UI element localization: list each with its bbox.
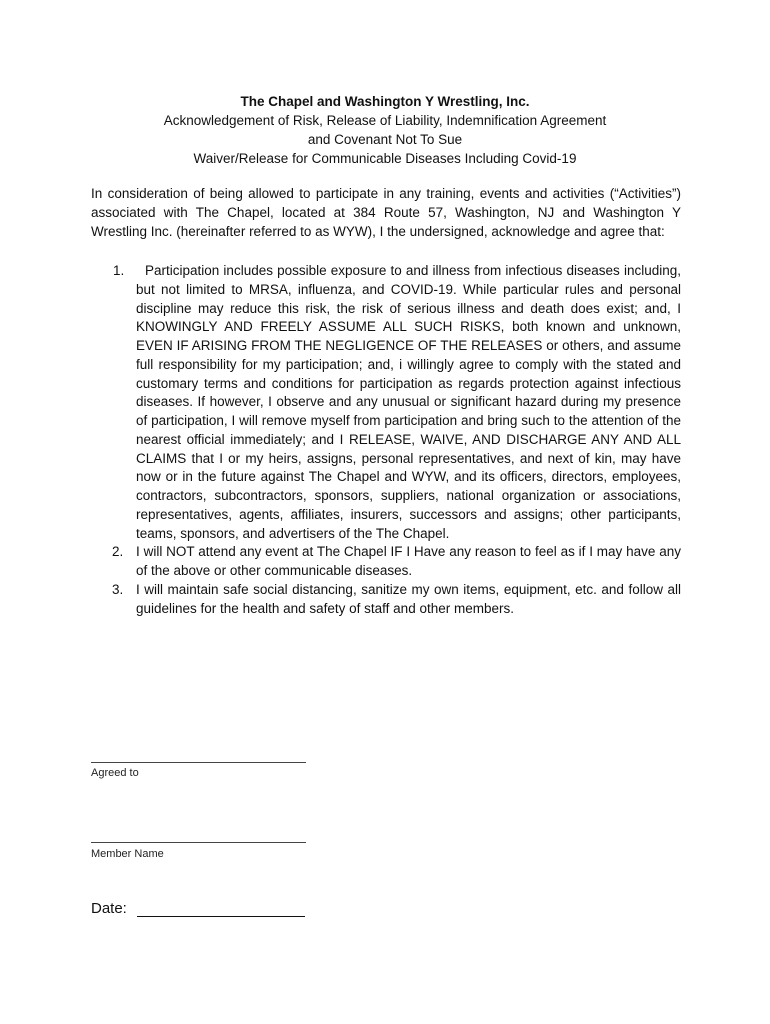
term-item [91, 543, 681, 581]
subtitle-line-1: Acknowledgement of Risk, Release of Liability, Indemnification Agreement [163, 113, 607, 128]
date-field-line[interactable] [137, 900, 305, 917]
term-text: Participation includes possible exposure to and illness from infectious diseases including, but not limited to MRSA, influenza, and COVID-19. While particular rules and personal discipline may reduce this risk, the risk of serious illness and death does exist; and, I KNOWINGLY AND FREELY ASSUME ALL SUCH RISKS, both known and unknown, EVEN IF ARISING FROM THE NEGLIGENCE OF THE RELEASES or others, and assume full responsibility for my participation; and, i willingly agree to comply with the stated and customary terms and conditions for participation as regards protection against infectious diseases. If however, I observe and any unusual or significant hazard during my presence of participation, I will remove myself from participation and bring such to the attention of the nearest official immediately; and I RELEASE, WAIVE, AND DISCHARGE ANY AND ALL CLAIMS that I or my heirs, assigns, personal representatives, and next of kin, may have now or in the future against The Chapel and WYW, and its officers, directors, employees, contractors, subcontractors, sponsors, suppliers, national organization or associations, representatives, agents, affiliates, insurers, successors and assigns; other participants, teams, sponsors, and advertisers of the The Chapel. [136, 263, 681, 541]
agreed-signature-line[interactable] [91, 762, 306, 763]
subtitle-line-3: Waiver/Release for Communicable Diseases Including Covid-19 [193, 151, 577, 166]
date-label: Date: [91, 900, 127, 917]
document-title: The Chapel and Washington Y Wrestling, Inc. [240, 94, 530, 109]
term-number: 1. [113, 263, 125, 278]
intro-paragraph: In consideration of being allowed to participate in any training, events and activities (“Activities”) associated with The Chapel, located at 384 Route 57, Washington, NJ and Washington Y Wrestling Inc. (hereinafter referred to as WYW), I the undersigned, acknowledge and agree that: [91, 186, 681, 239]
term-item [91, 262, 681, 543]
term-text: I will maintain safe social distancing, sanitize my own items, equipment, etc. and follow all guidelines for the health and safety of staff and other members. [136, 581, 681, 616]
term-text: I will NOT attend any event at The Chapel IF I Have any reason to feel as if I may have any of the above or other communicable diseases. [136, 544, 681, 578]
terms-list [91, 262, 681, 618]
agreed-label: Agreed to [91, 767, 139, 779]
member-name-label: Member Name [91, 848, 164, 860]
member-name-line[interactable] [91, 842, 306, 843]
subtitle-line-2: and Covenant Not To Sue [307, 132, 463, 147]
term-item [91, 581, 681, 619]
date-row [91, 900, 305, 917]
term-number: 2. [112, 544, 124, 560]
document-header [0, 92, 770, 168]
term-number: 3. [112, 581, 124, 597]
